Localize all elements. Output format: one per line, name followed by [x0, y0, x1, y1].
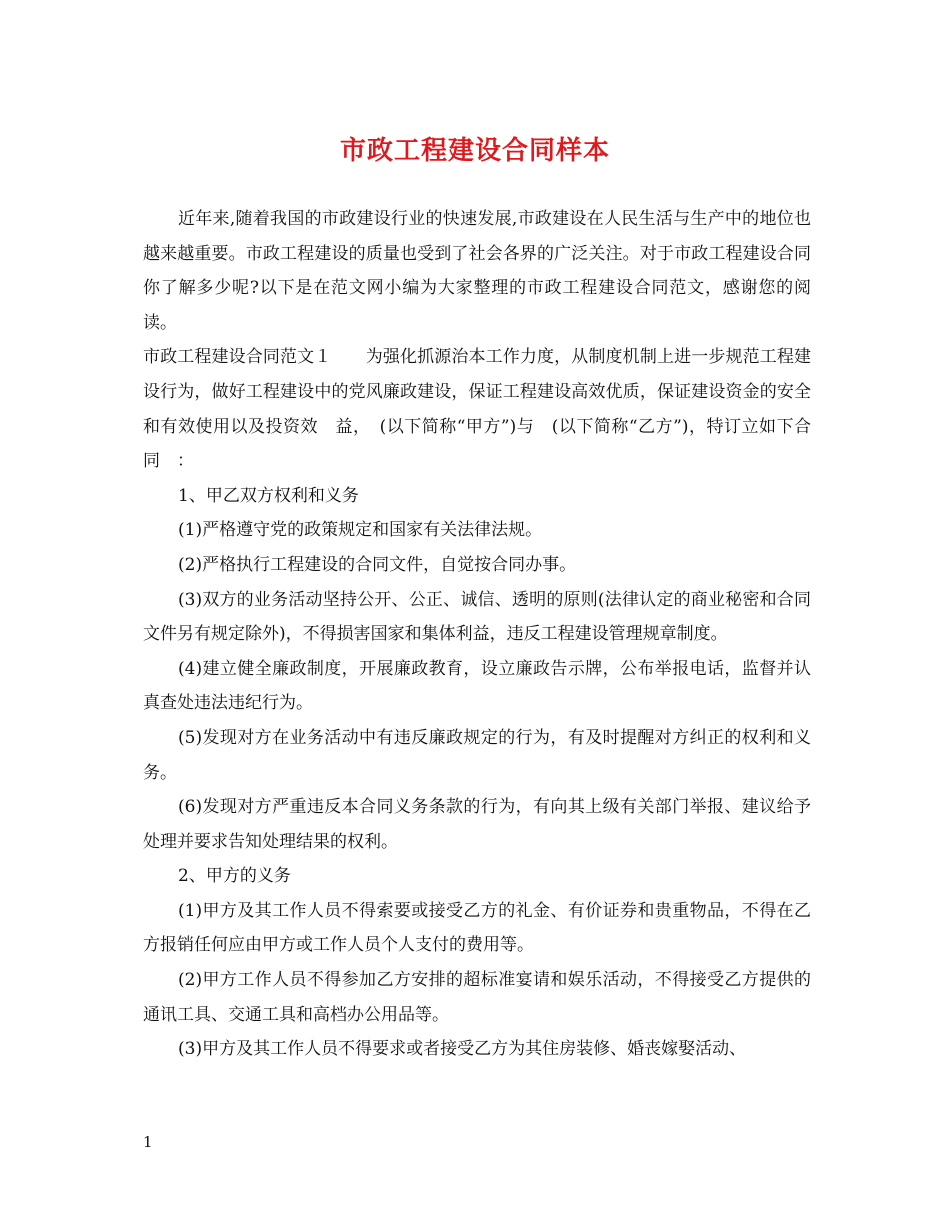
document-body — [143, 202, 811, 1067]
page-number: 1 — [143, 1133, 153, 1151]
document-title: 市政工程建设合同样本 — [339, 136, 610, 166]
clause-1-5: (5)发现对方在业务活动中有违反廉政规定的行为，有及时提醒对方纠正的权利和义务。 — [143, 727, 811, 783]
clause-2-3: (3)甲方及其工作人员不得要求或者接受乙方为其住房装修、婚丧嫁娶活动、 — [178, 1039, 747, 1060]
clause-1-6: (6)发现对方严重违反本合同义务条款的行为，有向其上级有关部门举报、建议给予处理并要求告知处理结果的权利。 — [143, 797, 811, 852]
clause-1-3: (3)双方的业务活动坚持公开、公正、诚信、透明的原则(法律认定的商业秘密和合同文件另有规定除外)，不得损害国家和集体利益，违反工程建设管理规章制度。 — [143, 589, 811, 645]
clause-1-2: (2)严格执行工程建设的合同文件，自觉按合同办事。 — [178, 554, 577, 575]
clause-2-2: (2)甲方工作人员不得参加乙方安排的超标准宴请和娱乐活动，不得接受乙方提供的通讯工具、交通工具和高档办公用品等。 — [143, 970, 811, 1025]
contract-preamble: 市政工程建设合同范文１ 为强化抓源治本工作力度，从制度机制上进一步规范工程建设行为，做好工程建设中的党风廉政建设，保证工程建设高效优质，保证建设资金的安全和有效使用以及投资效 益， (以下简称“甲方”)与 (以下简称“乙方”)，特订立如下合同 ： — [143, 347, 811, 472]
clause-2-1: (1)甲方及其工作人员不得索要或接受乙方的礼金、有价证券和贵重物品，不得在乙方报销任何应由甲方或工作人员个人支付的费用等。 — [143, 900, 811, 956]
clause-1-1: (1)严格遵守党的政策规定和国家有关法律法规。 — [178, 520, 543, 541]
section-heading-party-a: 2、甲方的义务 — [178, 866, 291, 887]
section-heading-rights: 1、甲乙双方权利和义务 — [178, 485, 359, 506]
intro-paragraph: 近年来,随着我国的市政建设行业的快速发展,市政建设在人民生活与生产中的地位也越来越重要。市政工程建设的质量也受到了社会各界的广泛关注。对于市政工程建设合同你了解多少呢?以下是在范文网小编为大家整理的市政工程建设合同范文，感谢您的阅读。 — [143, 209, 811, 333]
clause-1-4: (4)建立健全廉政制度，开展廉政教育，设立廉政告示牌，公布举报电话，监督并认真查处违法违纪行为。 — [143, 658, 811, 714]
